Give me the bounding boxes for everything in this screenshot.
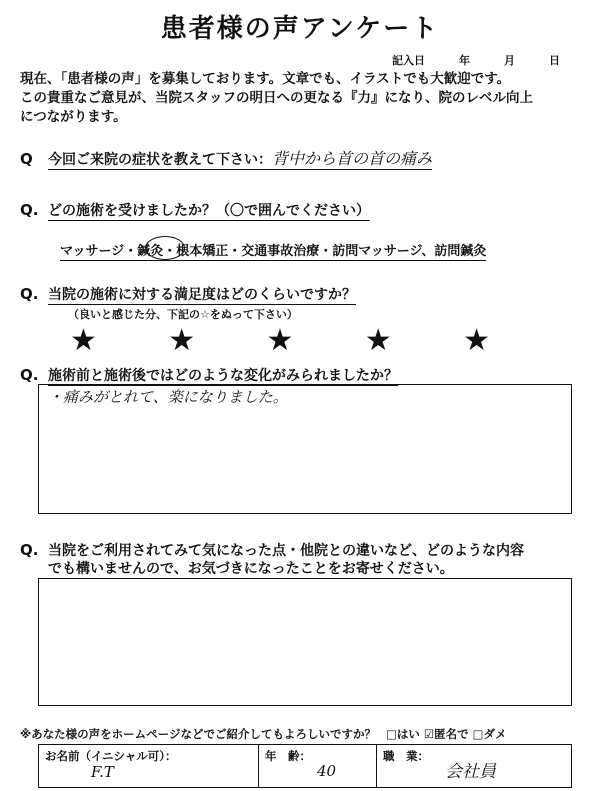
respondent-info xyxy=(38,744,572,788)
star-icon[interactable]: ★ xyxy=(70,323,97,358)
question-2-text: どの施術を受けましたか？（〇で囲んでください） xyxy=(48,200,370,221)
age-value: 40 xyxy=(317,762,337,780)
question-1 xyxy=(20,146,432,170)
date-label-year: 年 xyxy=(459,54,470,67)
q-prefix: Q. xyxy=(20,201,39,219)
intro-line-1: 現在、「患者様の声」を募集しております。文章でも、イラストでも大歓迎です。 xyxy=(20,71,511,87)
question-5 xyxy=(20,540,524,560)
circled-option xyxy=(145,236,185,260)
question-3-text: 当院の施術に対する満足度はどのくらいですか？ xyxy=(48,284,356,305)
answer-box-comments[interactable] xyxy=(38,578,572,706)
question-5-cont xyxy=(48,558,454,578)
name-label: お名前（イニシャル可）： xyxy=(45,749,177,763)
consent-question: ※あなた様の声をホームページなどでご紹介してもよろしいですか？ xyxy=(20,727,376,741)
star-icon[interactable]: ★ xyxy=(364,323,392,358)
q-prefix: Q. xyxy=(20,285,39,303)
question-1-text: 今回ご来院の症状を教えて下さい： xyxy=(48,149,272,170)
entry-date xyxy=(392,52,560,68)
question-4-text: 施術前と施術後ではどのような変化がみられましたか？ xyxy=(48,365,398,386)
star-icon[interactable]: ★ xyxy=(266,323,294,358)
q-prefix: Q. xyxy=(20,366,39,384)
intro-line-2: この貴重なご意見が、当院スタッフの明日への更なる『力』になり、院のレベル向上 xyxy=(20,90,533,106)
job-cell[interactable] xyxy=(377,745,571,787)
age-cell[interactable] xyxy=(259,745,377,787)
satisfaction-note: （良いと感じた分、下記の☆をぬって下さい） xyxy=(68,308,298,321)
star-icon[interactable]: ★ xyxy=(463,323,490,358)
age-label: 年 齢： xyxy=(265,749,311,763)
question-4-answer: ・痛みがとれて、楽になりました。 xyxy=(48,388,288,406)
question-4 xyxy=(20,365,398,386)
job-label: 職 業： xyxy=(383,749,429,763)
intro-line-3: につながります。 xyxy=(20,109,127,125)
question-2 xyxy=(20,200,370,221)
q-prefix: Q xyxy=(20,150,33,168)
publish-consent xyxy=(20,726,507,742)
name-cell[interactable] xyxy=(39,745,259,787)
consent-no-checkbox[interactable]: □ダメ xyxy=(472,727,507,741)
date-label-entry: 記入日 xyxy=(392,54,425,67)
name-value: F.T xyxy=(91,763,114,781)
treatment-options[interactable]: マッサージ・鍼灸・根本矯正・交通事故治療・訪問マッサージ、訪問鍼灸 xyxy=(60,240,486,261)
consent-yes-checkbox[interactable]: □はい xyxy=(385,727,420,741)
question-5-line-1: 当院をご利用されてみて気になった点・他院との違いなど、どのような内容 xyxy=(48,543,524,559)
question-3 xyxy=(20,284,356,305)
star-icon[interactable]: ★ xyxy=(168,323,196,358)
job-value: 会社員 xyxy=(445,762,496,782)
date-label-day: 日 xyxy=(549,54,560,67)
question-1-answer[interactable]: 背中から首の首の痛み xyxy=(272,146,432,170)
page-title: 患者様の声アンケート xyxy=(160,14,440,44)
satisfaction-stars[interactable] xyxy=(70,323,490,358)
intro-text xyxy=(20,70,590,127)
date-label-month: 月 xyxy=(504,54,515,67)
question-5-line-2: でも構いませんので、お気づきになったことをお寄せください。 xyxy=(48,561,454,577)
q-prefix: Q. xyxy=(20,541,39,559)
consent-anonymous-checkbox[interactable]: ☑匿名で xyxy=(423,727,469,741)
